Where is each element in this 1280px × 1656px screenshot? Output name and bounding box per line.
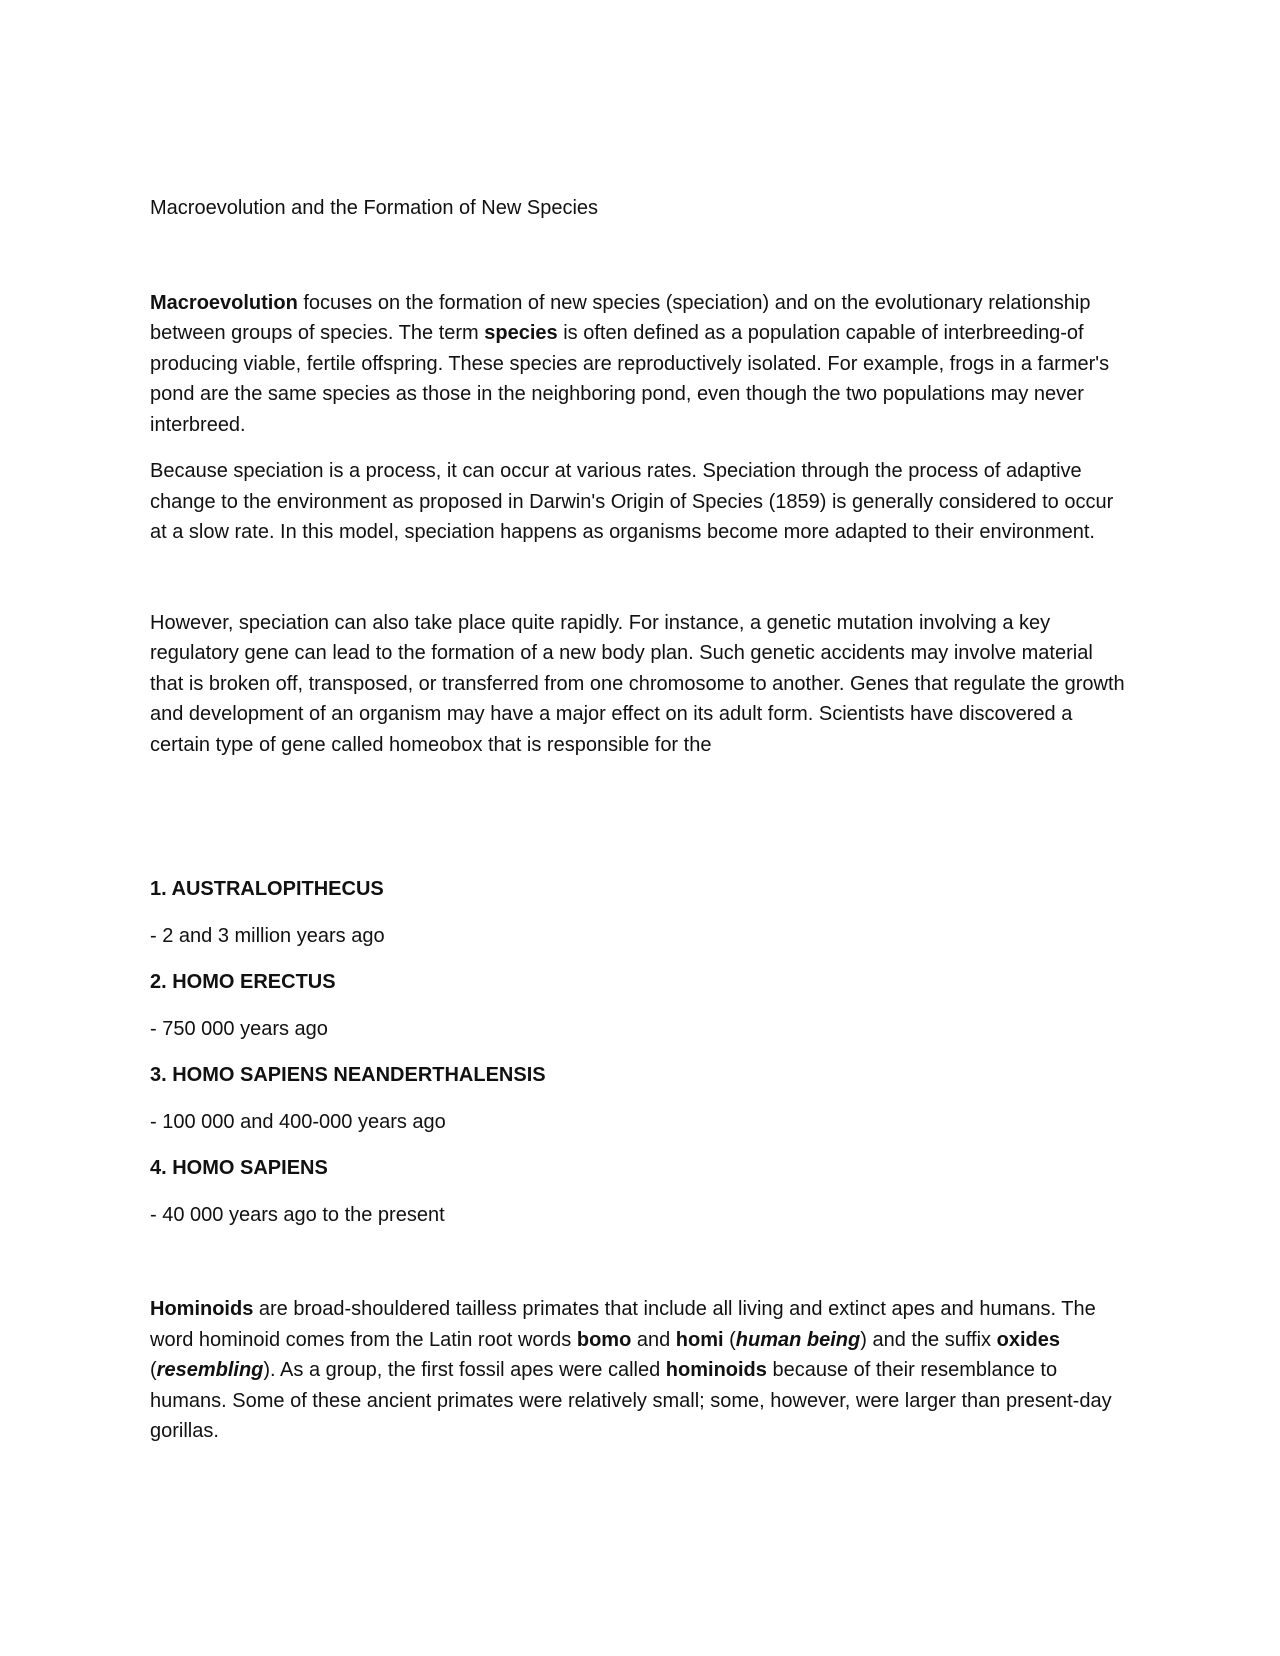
species-detail: - 40 000 years ago to the present: [150, 1203, 445, 1226]
term-hominoids: Hominoids: [150, 1298, 254, 1320]
species-heading: 4. HOMO SAPIENS: [150, 1157, 328, 1179]
paragraph-hominoids: [150, 1294, 1130, 1447]
species-detail: - 2 and 3 million years ago: [150, 924, 385, 947]
term-oxides: oxides: [996, 1328, 1060, 1351]
term-species: species: [484, 322, 558, 344]
species-heading: 2. HOMO ERECTUS: [150, 971, 336, 993]
paragraph-text: (: [723, 1328, 736, 1351]
document-body: [150, 193, 1130, 1447]
species-list: [150, 874, 1130, 1230]
term-resembling: resembling: [156, 1359, 264, 1381]
paragraph-text: is often defined as a population capable of interbreeding-of producing viable, fertile offspring. These species are reproductively isolated. For example, frogs in a farmer's pond are the same species as those in the neighboring pond, even though the two populations may never interbreed.: [150, 322, 1110, 436]
paragraph-text: and: [631, 1328, 676, 1351]
paragraph-speciation-rates: Because speciation is a process, it can occur at various rates. Speciation through the process of adaptive change to the environment as proposed in Darwin's Origin of Species (1859) is generally considered to occur at a slow rate. In this model, speciation happens as organisms become more adapted to their environment.: [150, 460, 1114, 543]
paragraph-rapid-speciation: However, speciation can also take place quite rapidly. For instance, a genetic mutation involving a key regulatory gene can lead to the formation of a new body plan. Such genetic accidents may involve material that is broken off, transposed, or transferred from one chromosome to another. Genes that regulate the growth and development of an organism may have a major effect on its adult form. Scientists have discovered a certain type of gene called homeobox that is responsible for the: [150, 611, 1125, 756]
term-macroevolution: Macroevolution: [150, 291, 298, 314]
term-hominoids-2: hominoids: [665, 1359, 767, 1381]
paragraph-text: are broad-shouldered tailless primates that include all living and extinct apes and humans. The word hominoid comes from the Latin root words: [150, 1298, 1096, 1351]
term-homi: homi: [675, 1328, 724, 1351]
term-bomo: bomo: [576, 1328, 632, 1351]
species-detail: - 100 000 and 400-000 years ago: [150, 1110, 446, 1133]
paragraph-text: because of their resemblance to humans. Some of these ancient primates were relatively small; some, however, were larger than present-day gorillas.: [150, 1359, 1112, 1442]
species-heading: 3. HOMO SAPIENS NEANDERTHALENSIS: [150, 1064, 546, 1086]
paragraph-text: ) and the suffix: [860, 1328, 997, 1351]
species-detail: - 750 000 years ago: [150, 1017, 328, 1040]
paragraph-text: (: [150, 1359, 157, 1381]
paragraph-macroevolution: [150, 288, 1130, 441]
term-human-being: human being: [735, 1328, 861, 1351]
paragraph-text: ). As a group, the first fossil apes were called: [263, 1359, 666, 1381]
paragraph-text: focuses on the formation of new species (speciation) and on the evolutionary relationship between groups of species. The term: [150, 291, 1091, 344]
document-title: Macroevolution and the Formation of New Species: [150, 197, 599, 219]
species-heading: 1. AUSTRALOPITHECUS: [150, 878, 384, 900]
